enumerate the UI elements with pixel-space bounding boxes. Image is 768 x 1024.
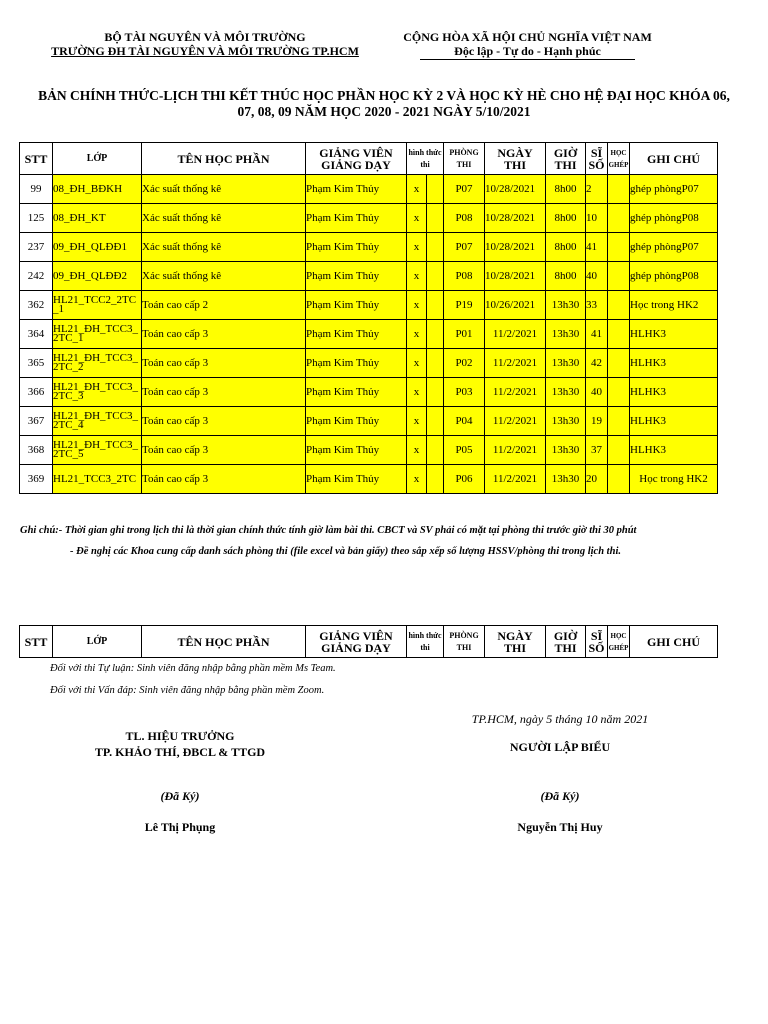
title-line-2: 07, 08, 09 NĂM HỌC 2020 - 2021 NGÀY 5/10/2021 <box>237 104 531 119</box>
cell-si-so: 20 <box>586 465 608 494</box>
signature-left-title-1: TL. HIỆU TRƯỞNG <box>125 729 235 743</box>
cell-stt: 242 <box>20 262 53 291</box>
cell-ngay-thi: 11/2/2021 <box>485 349 546 378</box>
cell-phong-thi: P04 <box>444 407 485 436</box>
cell-ngay-thi: 10/26/2021 <box>485 291 546 320</box>
cell-ten-hoc-phan: Xác suất thống kê <box>142 204 306 233</box>
cell-hinh-thuc-2 <box>427 233 444 262</box>
col-header-stt: STT <box>20 626 53 658</box>
cell-si-so: 33 <box>586 291 608 320</box>
cell-hinh-thuc: x <box>407 262 427 291</box>
cell-ghi-chu: ghép phòngP08 <box>630 262 718 291</box>
table-row <box>20 349 718 378</box>
cell-phong-thi: P07 <box>444 175 485 204</box>
cell-phong-thi: P19 <box>444 291 485 320</box>
title-line-1: BẢN CHÍNH THỨC-LỊCH THI KẾT THÚC HỌC PHẦN HỌC KỲ 2 VÀ HỌC KỲ HÈ CHO HỆ ĐẠI HỌC KHÓA 06, <box>38 88 730 103</box>
col-header-ten-hoc-phan: TÊN HỌC PHẦN <box>142 143 306 175</box>
cell-giang-vien: Phạm Kim Thủy <box>306 349 407 378</box>
cell-stt: 99 <box>20 175 53 204</box>
col-header-giang-vien: GIẢNG VIÊN GIẢNG DẠY <box>306 143 407 175</box>
cell-si-so: 41 <box>586 233 608 262</box>
cell-lop: HL21_ĐH_TCC3_2TC_1 <box>53 320 142 349</box>
cell-ngay-thi: 11/2/2021 <box>485 407 546 436</box>
cell-stt: 366 <box>20 378 53 407</box>
table-row <box>20 407 718 436</box>
cell-hinh-thuc-2 <box>427 436 444 465</box>
cell-gio-thi: 8h00 <box>546 262 586 291</box>
cell-ten-hoc-phan: Toán cao cấp 2 <box>142 291 306 320</box>
country-name: CỘNG HÒA XÃ HỘI CHỦ NGHĨA VIỆT NAM <box>403 30 652 44</box>
cell-hinh-thuc-2 <box>427 291 444 320</box>
cell-ghi-chu: Học trong HK2 <box>630 291 718 320</box>
cell-hinh-thuc: x <box>407 320 427 349</box>
col-header-lop: LỚP <box>53 143 142 175</box>
cell-gio-thi: 13h30 <box>546 349 586 378</box>
col-header-ghi-chu: GHI CHÚ <box>630 143 718 175</box>
cell-lop: HL21_TCC3_2TC <box>53 465 142 494</box>
cell-ten-hoc-phan: Xác suất thống kê <box>142 233 306 262</box>
cell-hinh-thuc-2 <box>427 407 444 436</box>
cell-ngay-thi: 10/28/2021 <box>485 175 546 204</box>
cell-hinh-thuc-2 <box>427 349 444 378</box>
cell-ghi-chu: HLHK3 <box>630 320 718 349</box>
cell-ten-hoc-phan: Toán cao cấp 3 <box>142 436 306 465</box>
cell-ghi-chu: HLHK3 <box>630 349 718 378</box>
cell-phong-thi: P05 <box>444 436 485 465</box>
cell-hinh-thuc: x <box>407 378 427 407</box>
cell-lop: 09_ĐH_QLĐĐ1 <box>53 233 142 262</box>
cell-giang-vien: Phạm Kim Thủy <box>306 204 407 233</box>
cell-ten-hoc-phan: Toán cao cấp 3 <box>142 407 306 436</box>
cell-ghi-chu: HLHK3 <box>630 436 718 465</box>
col-header-gio-thi: GIỜ THI <box>546 626 586 658</box>
table-header-row <box>20 626 718 658</box>
cell-lop: 08_ĐH_BĐKH <box>53 175 142 204</box>
cell-hoc-ghep <box>608 175 630 204</box>
col-header-ngay-thi: NGÀY THI <box>485 143 546 175</box>
cell-hinh-thuc-2 <box>427 378 444 407</box>
col-header-giang-vien: GIẢNG VIÊN GIẢNG DẠY <box>306 626 407 658</box>
cell-ghi-chu: ghép phòngP07 <box>630 175 718 204</box>
col-header-si-so: SĨ SỐ <box>586 626 608 658</box>
university-name: TRƯỜNG ĐH TÀI NGUYÊN VÀ MÔI TRƯỜNG TP.HCM <box>51 44 359 58</box>
cell-hoc-ghep <box>608 291 630 320</box>
cell-ngay-thi: 11/2/2021 <box>485 465 546 494</box>
cell-gio-thi: 8h00 <box>546 233 586 262</box>
cell-ngay-thi: 11/2/2021 <box>485 436 546 465</box>
cell-stt: 237 <box>20 233 53 262</box>
cell-hinh-thuc: x <box>407 291 427 320</box>
col-header-lop: LỚP <box>53 626 142 658</box>
cell-lop: HL21_ĐH_TCC3_2TC_4 <box>53 407 142 436</box>
cell-giang-vien: Phạm Kim Thủy <box>306 436 407 465</box>
cell-si-so: 40 <box>586 378 608 407</box>
cell-hinh-thuc-2 <box>427 262 444 291</box>
cell-hoc-ghep <box>608 436 630 465</box>
exam-note-tu-luan: Đối với thi Tự luận: Sinh viên đăng nhập bằng phần mềm Ms Team. <box>50 663 336 674</box>
cell-ten-hoc-phan: Toán cao cấp 3 <box>142 320 306 349</box>
cell-ten-hoc-phan: Toán cao cấp 3 <box>142 378 306 407</box>
ministry-header <box>40 30 370 58</box>
cell-ghi-chu: ghép phòngP07 <box>630 233 718 262</box>
signature-left-signed: (Đã Ký) <box>160 789 200 803</box>
cell-phong-thi: P01 <box>444 320 485 349</box>
document-title <box>15 88 753 120</box>
cell-ten-hoc-phan: Toán cao cấp 3 <box>142 465 306 494</box>
cell-gio-thi: 13h30 <box>546 291 586 320</box>
cell-hinh-thuc: x <box>407 349 427 378</box>
cell-gio-thi: 13h30 <box>546 407 586 436</box>
col-header-hoc-ghep: HỌC GHÉP <box>608 626 630 658</box>
national-header <box>395 30 660 60</box>
cell-phong-thi: P06 <box>444 465 485 494</box>
cell-hoc-ghep <box>608 407 630 436</box>
cell-ghi-chu: HLHK3 <box>630 407 718 436</box>
table-row <box>20 291 718 320</box>
cell-hoc-ghep <box>608 204 630 233</box>
cell-phong-thi: P07 <box>444 233 485 262</box>
cell-ghi-chu: Học trong HK2 <box>630 465 718 494</box>
cell-hinh-thuc-2 <box>427 204 444 233</box>
cell-ngay-thi: 10/28/2021 <box>485 204 546 233</box>
cell-giang-vien: Phạm Kim Thủy <box>306 262 407 291</box>
table-row <box>20 233 718 262</box>
cell-stt: 125 <box>20 204 53 233</box>
col-header-phong-thi: PHÒNG THI <box>444 143 485 175</box>
cell-ngay-thi: 11/2/2021 <box>485 320 546 349</box>
col-header-hinh-thuc-thi: hình thức thi <box>407 143 444 175</box>
signature-right-title: NGƯỜI LẬP BIỂU <box>509 740 611 754</box>
cell-ngay-thi: 10/28/2021 <box>485 233 546 262</box>
cell-si-so: 37 <box>586 436 608 465</box>
cell-lop: HL21_TCC2_2TC_1 <box>53 291 142 320</box>
cell-si-so: 2 <box>586 175 608 204</box>
signature-right-name: Nguyễn Thị Huy <box>517 820 603 834</box>
cell-lop: HL21_ĐH_TCC3_2TC_3 <box>53 378 142 407</box>
cell-gio-thi: 13h30 <box>546 320 586 349</box>
exam-schedule-table-continued <box>19 625 718 658</box>
col-header-si-so: SĨ SỐ <box>586 143 608 175</box>
cell-ghi-chu: ghép phòngP08 <box>630 204 718 233</box>
signature-right-signed: (Đã Ký) <box>540 789 580 803</box>
cell-gio-thi: 13h30 <box>546 378 586 407</box>
cell-hinh-thuc: x <box>407 436 427 465</box>
cell-ngay-thi: 11/2/2021 <box>485 378 546 407</box>
cell-gio-thi: 13h30 <box>546 436 586 465</box>
cell-lop: HL21_ĐH_TCC3_2TC_5 <box>53 436 142 465</box>
national-motto: Độc lập - Tự do - Hạnh phúc <box>420 44 635 60</box>
col-header-stt: STT <box>20 143 53 175</box>
col-header-ten-hoc-phan: TÊN HỌC PHẦN <box>142 626 306 658</box>
cell-ten-hoc-phan: Xác suất thống kê <box>142 262 306 291</box>
signature-left-title-2: TP. KHẢO THÍ, ĐBCL & TTGD <box>94 745 266 759</box>
cell-stt: 364 <box>20 320 53 349</box>
cell-giang-vien: Phạm Kim Thủy <box>306 291 407 320</box>
cell-hinh-thuc: x <box>407 204 427 233</box>
cell-hoc-ghep <box>608 349 630 378</box>
exam-note-van-dap: Đối với thi Vấn đáp: Sinh viên đăng nhập bằng phần mềm Zoom. <box>50 685 325 696</box>
exam-schedule-table <box>19 142 718 494</box>
cell-hoc-ghep <box>608 378 630 407</box>
cell-lop: 08_ĐH_KT <box>53 204 142 233</box>
signature-left-block <box>60 728 300 760</box>
cell-hoc-ghep <box>608 320 630 349</box>
cell-ghi-chu: HLHK3 <box>630 378 718 407</box>
place-and-date: TP.HCM, ngày 5 tháng 10 năm 2021 <box>471 712 649 726</box>
col-header-hinh-thuc-thi: hình thức thi <box>407 626 444 658</box>
cell-giang-vien: Phạm Kim Thủy <box>306 175 407 204</box>
cell-ten-hoc-phan: Toán cao cấp 3 <box>142 349 306 378</box>
table-row <box>20 378 718 407</box>
cell-lop: 09_ĐH_QLĐĐ2 <box>53 262 142 291</box>
table-row <box>20 262 718 291</box>
col-header-phong-thi: PHÒNG THI <box>444 626 485 658</box>
table-row <box>20 465 718 494</box>
table-row <box>20 204 718 233</box>
cell-phong-thi: P03 <box>444 378 485 407</box>
col-header-ghi-chu: GHI CHÚ <box>630 626 718 658</box>
signature-left-name: Lê Thị Phụng <box>144 820 216 834</box>
cell-phong-thi: P02 <box>444 349 485 378</box>
table-row <box>20 320 718 349</box>
col-header-hoc-ghep: HỌC GHÉP <box>608 143 630 175</box>
cell-stt: 368 <box>20 436 53 465</box>
note-line-2: - Đề nghị các Khoa cung cấp danh sách phòng thi (file excel và bản giấy) theo sắp xếp số lượng HSSV/phòng thi trong lịch thi. <box>70 546 621 557</box>
cell-gio-thi: 8h00 <box>546 204 586 233</box>
cell-giang-vien: Phạm Kim Thủy <box>306 233 407 262</box>
cell-si-so: 41 <box>586 320 608 349</box>
cell-ngay-thi: 10/28/2021 <box>485 262 546 291</box>
cell-hinh-thuc: x <box>407 175 427 204</box>
table-header-row <box>20 143 718 175</box>
cell-hinh-thuc-2 <box>427 320 444 349</box>
table-row <box>20 175 718 204</box>
cell-gio-thi: 13h30 <box>546 465 586 494</box>
cell-hinh-thuc: x <box>407 407 427 436</box>
cell-hinh-thuc: x <box>407 233 427 262</box>
cell-stt: 362 <box>20 291 53 320</box>
cell-si-so: 10 <box>586 204 608 233</box>
cell-stt: 369 <box>20 465 53 494</box>
ministry-name: BỘ TÀI NGUYÊN VÀ MÔI TRƯỜNG <box>104 30 306 44</box>
cell-giang-vien: Phạm Kim Thủy <box>306 465 407 494</box>
cell-lop: HL21_ĐH_TCC3_2TC_2 <box>53 349 142 378</box>
cell-si-so: 19 <box>586 407 608 436</box>
cell-hoc-ghep <box>608 233 630 262</box>
note-line-1: Ghi chú:- Thời gian ghi trong lịch thi là thời gian chính thức tính giờ làm bài thi. CBCT và SV phải có mặt tại phòng thi trước giờ thi 30 phút <box>20 525 637 536</box>
cell-giang-vien: Phạm Kim Thủy <box>306 407 407 436</box>
cell-stt: 367 <box>20 407 53 436</box>
cell-hinh-thuc-2 <box>427 465 444 494</box>
cell-si-so: 40 <box>586 262 608 291</box>
cell-stt: 365 <box>20 349 53 378</box>
table-row <box>20 436 718 465</box>
cell-hoc-ghep <box>608 262 630 291</box>
cell-giang-vien: Phạm Kim Thủy <box>306 378 407 407</box>
cell-phong-thi: P08 <box>444 204 485 233</box>
cell-ten-hoc-phan: Xác suất thống kê <box>142 175 306 204</box>
cell-gio-thi: 8h00 <box>546 175 586 204</box>
cell-hinh-thuc-2 <box>427 175 444 204</box>
cell-hinh-thuc: x <box>407 465 427 494</box>
col-header-ngay-thi: NGÀY THI <box>485 626 546 658</box>
col-header-gio-thi: GIỜ THI <box>546 143 586 175</box>
cell-hoc-ghep <box>608 465 630 494</box>
cell-si-so: 42 <box>586 349 608 378</box>
cell-giang-vien: Phạm Kim Thủy <box>306 320 407 349</box>
cell-phong-thi: P08 <box>444 262 485 291</box>
